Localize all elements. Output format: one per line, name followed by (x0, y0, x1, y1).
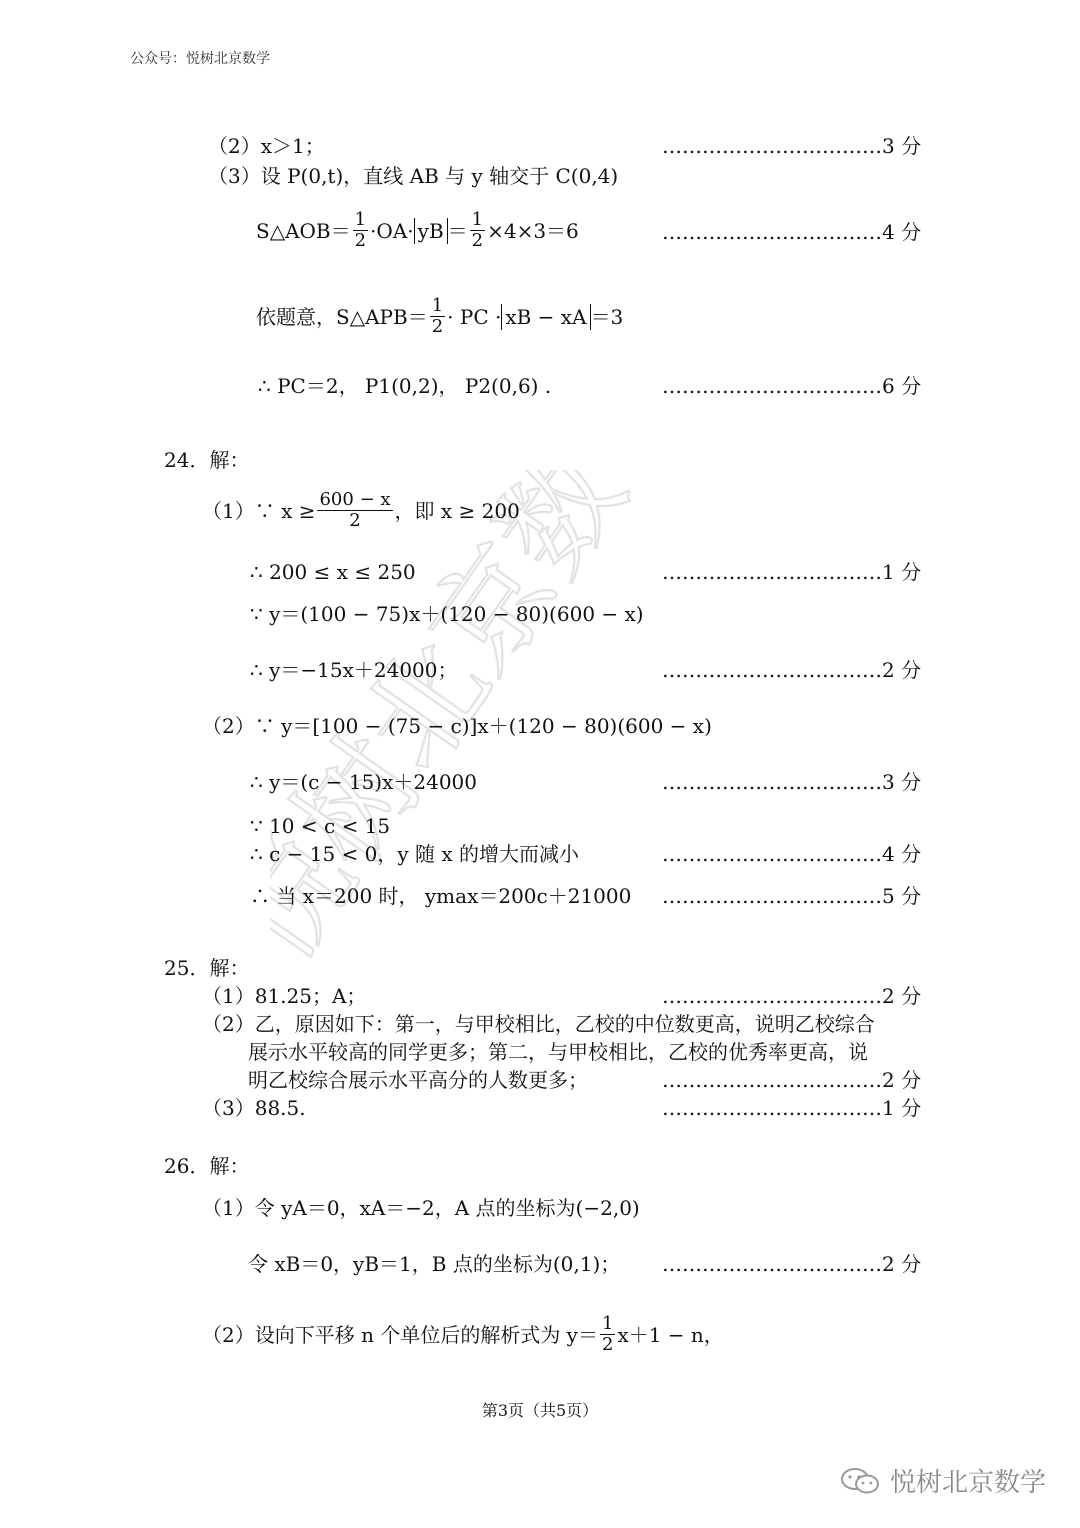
q24-line4-score: ……………………………3 分 (662, 770, 922, 794)
q26-p2-tail: x＋1 − n， (617, 1322, 724, 1347)
brand-watermark (840, 1462, 1046, 1499)
q26-title: 26．解： (164, 1154, 250, 1178)
fraction: $\frac{1}{2}$ (431, 295, 444, 337)
q25-part1-score: ……………………………2 分 (662, 984, 922, 1008)
area1-tail: ×4×3＝6 (487, 218, 579, 243)
q23-area-aob (256, 210, 579, 251)
q23-area-apb (256, 296, 623, 337)
q24-line4: ∴ y＝(c − 15)x＋24000 (250, 770, 478, 794)
q24-part2: （2）∵ y＝[100 − (75 − c)]x＋(120 − 80)(600 − x) (202, 714, 712, 738)
q24-line3: ∴ y＝−15x＋24000； (250, 658, 458, 682)
q26-part1b: 令 xB＝0，yB＝1，B 点的坐标为(0,1)； (248, 1252, 621, 1276)
q24-p1-lead: （1）∵ x ≥ (202, 498, 316, 523)
q24-line1: ∴ 200 ≤ x ≤ 250 (250, 560, 416, 584)
q24-line3-score: ……………………………2 分 (662, 658, 922, 682)
q24-title: 24．解： (164, 448, 250, 472)
q26-part1b-score: ……………………………2 分 (662, 1252, 922, 1276)
page-footer: 第3页（共5页） (481, 1401, 599, 1420)
area2-mid: · PC · (447, 304, 502, 329)
fraction: $\frac{1}{2}$ (471, 209, 484, 251)
fraction: $\frac{1}{2}$ (354, 209, 367, 251)
fraction: $\frac{600 - x}{2}$ (319, 489, 391, 531)
area2-tail: ＝3 (590, 304, 624, 329)
q24-line6-score: ……………………………4 分 (662, 842, 922, 866)
q24-p1-tail: ，即 x ≥ 200 (394, 498, 520, 523)
abs-value: yB (414, 218, 448, 244)
q26-p2-lead: （2）设向下平移 n 个单位后的解析式为 y＝ (202, 1322, 598, 1347)
watermark-text: 悦树北京数学 (270, 470, 720, 987)
q24-part1 (202, 490, 520, 531)
area2-lead: 依题意，S△APB＝ (256, 304, 428, 329)
q23-conclusion: ∴ PC＝2， P1(0,2)， P2(0,6) . (258, 374, 552, 398)
wechat-icon (840, 1466, 882, 1496)
q23-part3: （3）设 P(0,t)，直线 AB 与 y 轴交于 C(0,4) (208, 164, 619, 188)
q24-line5: ∵ 10 < c < 15 (250, 814, 391, 838)
q25-title: 25．解： (164, 956, 250, 980)
q25-part2-line1: （2）乙，原因如下：第一，与甲校相比，乙校的中位数更高，说明乙校综合 (202, 1012, 875, 1036)
q26-part1: （1）令 yA＝0，xA＝−2，A 点的坐标为(−2,0) (202, 1196, 640, 1220)
q24-line7-score: ……………………………5 分 (662, 884, 922, 908)
q24-line7: ∴ 当 x＝200 时， ymax＝200c＋21000 (250, 884, 632, 908)
q24-line2: ∵ y＝(100 − 75)x＋(120 − 80)(600 − x) (250, 602, 644, 626)
q25-part2-line2: 展示水平较高的同学更多；第二，与甲校相比，乙校的优秀率更高，说 (248, 1040, 868, 1064)
brand-name: 悦树北京数学 (890, 1468, 1047, 1498)
q23-part2-score: ……………………………3 分 (662, 134, 922, 158)
q23-part2: （2）x＞1； (208, 134, 325, 158)
abs-value: xB − xA (501, 304, 590, 330)
q25-part1: （1）81.25；A； (202, 984, 367, 1008)
q23-area-aob-score: ……………………………4 分 (662, 220, 922, 244)
q24-line1-score: ……………………………1 分 (662, 560, 922, 584)
area1-eq: ＝ (447, 218, 468, 243)
area1-lhs: S△AOB＝ (256, 218, 351, 243)
q23-conclusion-score: ……………………………6 分 (662, 374, 922, 398)
q24-line6: ∴ c − 15 < 0，y 随 x 的增大而减小 (250, 842, 580, 866)
q25-part3: （3）88.5. (202, 1096, 306, 1120)
q25-part2-line3: 明乙校综合展示水平高分的人数更多； (248, 1068, 588, 1092)
header-source: 公众号：悦树北京数学 (130, 51, 270, 67)
area1-mid: ·OA· (370, 218, 414, 243)
q26-part2 (202, 1314, 724, 1355)
fraction: $\frac{1}{2}$ (601, 1313, 614, 1355)
q25-part3-score: ……………………………1 分 (662, 1096, 922, 1120)
q25-part2-score: ……………………………2 分 (662, 1068, 922, 1092)
